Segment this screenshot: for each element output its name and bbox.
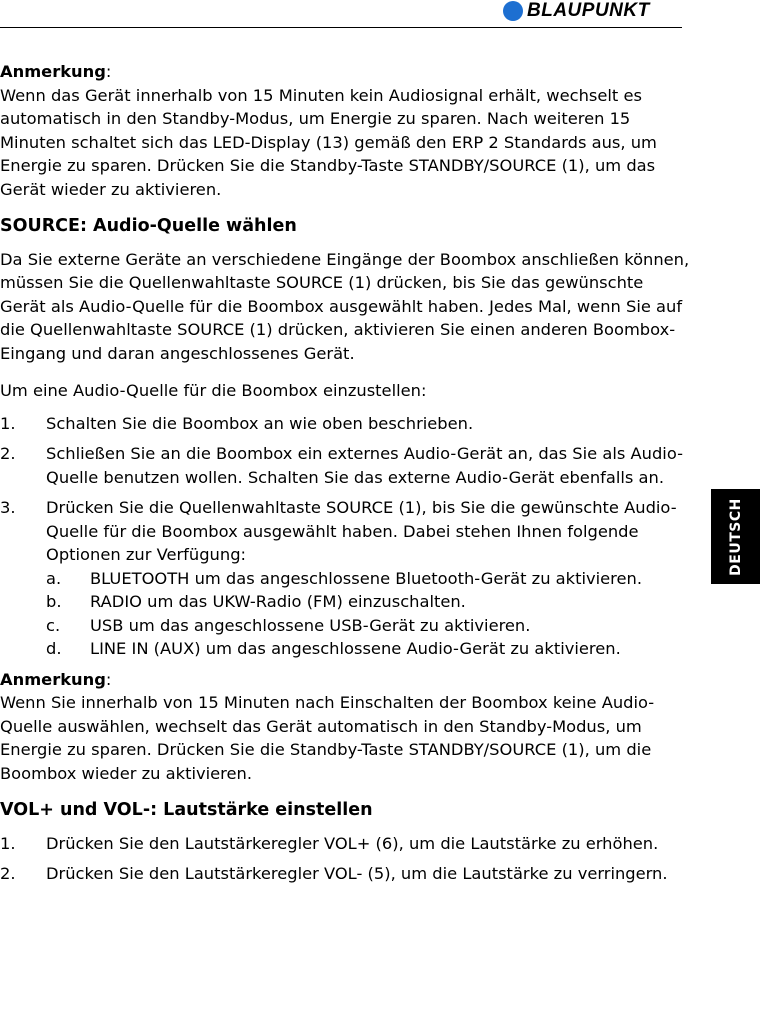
source-options [0, 567, 690, 661]
note-standby: Anmerkung: Wenn das Gerät innerhalb von 15 Minuten kein Audiosignal erhält, wechselt es automatisch in den Standby-Modus, um Energie zu sparen. Nach weiteren 15 Minuten schaltet sich das LED-Display (13) gemäß den ERP 2 Standards aus, um Energie zu sparen. Drücken Sie die Standby-Taste STANDBY/SOURCE (1), um das Gerät wieder zu aktivieren. [0, 60, 690, 201]
note-text: Wenn das Gerät innerhalb von 15 Minuten kein Audiosignal erhält, wechselt es automatisch in den Standby-Modus, um Energie zu sparen. Nach weiteren 15 Minuten schaltet sich das LED-Display (13) gemäß den ERP 2 Standards aus, um Energie zu sparen. Drücken Sie die Standby-Taste STANDBY/SOURCE (1), um das Gerät wieder zu aktivieren. [0, 85, 657, 199]
brand-name: BLAUPUNKT [527, 0, 650, 21]
list-item: d. LINE IN (AUX) um das angeschlossene Audio-Gerät zu aktivieren. [46, 639, 621, 658]
source-steps [0, 412, 690, 567]
list-item: b. RADIO um das UKW-Radio (FM) einzuschalten. [46, 592, 466, 611]
volume-steps [0, 832, 690, 886]
section-heading-volume: VOL+ und VOL-: Lautstärke einstellen [0, 800, 373, 820]
note-source: Anmerkung: Wenn Sie innerhalb von 15 Minuten nach Einschalten der Boombox keine Audio-Quelle auswählen, wechselt das Gerät automatisch in den Standby-Modus, um Energie zu sparen. Drücken Sie die Standby-Taste STANDBY/SOURCE (1), um die Boombox wieder zu aktivieren. [0, 668, 690, 786]
list-item: 1. Schalten Sie die Boombox an wie oben beschrieben. [0, 413, 474, 433]
note-text: Wenn Sie innerhalb von 15 Minuten nach Einschalten der Boombox keine Audio-Quelle auswählen, wechselt das Gerät automatisch in den Standby-Modus, um Energie zu sparen. Drücken Sie die Standby-Taste STANDBY/SOURCE (1), um die Boombox wieder zu aktivieren. [0, 693, 655, 783]
source-intro: Da Sie externe Geräte an verschiedene Eingänge der Boombox anschließen können, müssen Sie die Quellenwahltaste SOURCE (1) drücken, bis Sie das gewünschte Gerät als Audio-Quelle für die Boombox ausgewählt haben. Jedes Mal, wenn Sie auf die Quellenwahltaste SOURCE (1) drücken, aktivieren Sie einen anderen Boombox-Eingang und daran angeschlossenes Gerät. [0, 249, 690, 363]
language-tab [711, 489, 760, 584]
source-lead: Um eine Audio-Quelle für die Boombox einzustellen: [0, 381, 427, 400]
list-item: c. USB um das angeschlossene USB-Gerät zu aktivieren. [46, 615, 531, 635]
section-heading-source: SOURCE: Audio-Quelle wählen [0, 216, 297, 236]
header-divider [0, 27, 682, 28]
list-item: 2. Drücken Sie den Lautstärkeregler VOL- (5), um die Lautstärke zu verringern. [0, 864, 668, 883]
language-tab-label: DEUTSCH [727, 497, 744, 576]
section-volume [0, 799, 690, 886]
page-content [0, 60, 690, 893]
list-item: 1. Drücken Sie den Lautstärkeregler VOL+ (6), um die Lautstärke zu erhöhen. [0, 833, 659, 853]
brand-dot-icon [503, 1, 523, 21]
list-item: 3. Drücken Sie die Quellenwahltaste SOURCE (1), bis Sie die gewünschte Audio-Quelle für die Boombox ausgewählt haben. Dabei stehen Ihnen folgende Optionen zur Verfügung: [0, 498, 677, 564]
list-item: 2. Schließen Sie an die Boombox ein externes Audio-Gerät an, das Sie als Audio-Quelle benutzen wollen. Schalten Sie das externe Audio-Gerät ebenfalls an. [0, 444, 683, 487]
note-label: Anmerkung [0, 62, 106, 81]
brand-logo [503, 0, 650, 22]
note-label: Anmerkung [0, 669, 106, 689]
section-source [0, 215, 690, 661]
list-item: a. BLUETOOTH um das angeschlossene Bluetooth-Gerät zu aktivieren. [46, 568, 643, 588]
